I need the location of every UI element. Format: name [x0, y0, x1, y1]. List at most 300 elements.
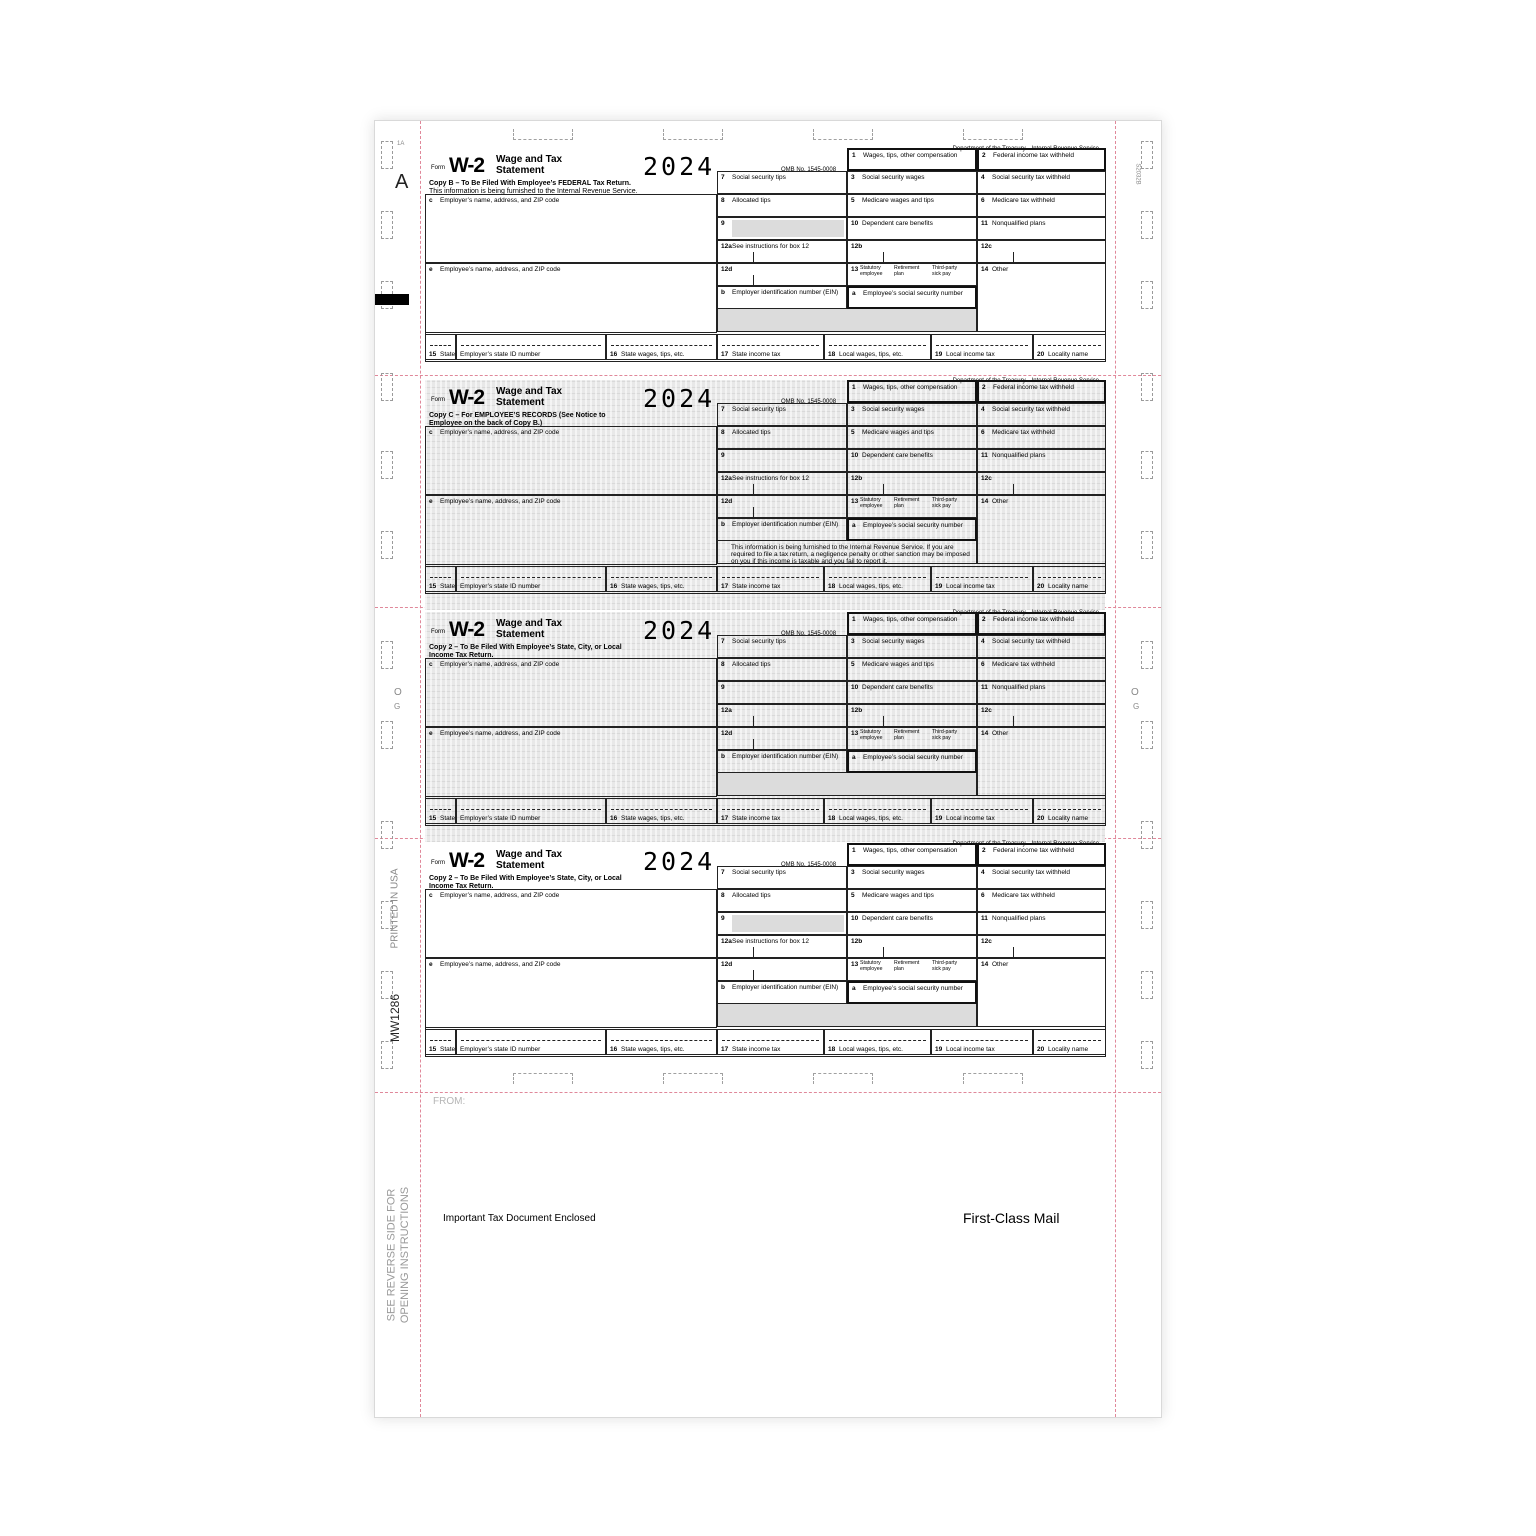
box-14-other-text: Other: [992, 961, 1009, 968]
pin-feed-mark: [1141, 721, 1153, 749]
box-1-wages[interactable]: [847, 148, 977, 171]
box-4-ss-tax-number: 4: [981, 174, 985, 181]
state-local-number: 16: [610, 1046, 618, 1053]
state-local-label: [610, 583, 685, 591]
from-label: FROM:: [433, 1096, 466, 1107]
box-12d-number: 12d: [721, 730, 733, 737]
box-13-retirement[interactable]: Retirement plan: [894, 960, 920, 972]
box-c-employer-text: Employer’s name, address, and ZIP code: [440, 197, 560, 204]
box-16-state-local[interactable]: [606, 566, 717, 592]
separator-dash: [611, 1040, 712, 1041]
box-20-state-local[interactable]: [1033, 1029, 1106, 1055]
box-20-state-local[interactable]: [1033, 798, 1106, 824]
box-11-nonqualified-number: 11: [981, 452, 988, 459]
box-4-ss-tax[interactable]: [977, 171, 1106, 194]
state-local-number: 20: [1037, 583, 1045, 590]
box-13-statutory[interactable]: Statutory employee: [860, 729, 883, 741]
box-a-ssn-text: Employee’s social security number: [863, 754, 963, 761]
box-18-state-local[interactable]: [824, 1029, 931, 1055]
separator-dash: [611, 809, 712, 810]
box-2-federal-tax[interactable]: [977, 843, 1106, 866]
pin-feed-mark: [1141, 641, 1153, 669]
box-b-ein-text: Employer identification number (EIN): [732, 289, 839, 296]
state-local-label: [460, 351, 540, 359]
letter-a: A: [395, 171, 409, 193]
state-local-label: [828, 351, 903, 359]
box-7-ss-tips-label: [721, 406, 786, 414]
box-4-ss-tax-text: Social security tax withheld: [992, 638, 1071, 645]
box-a-ssn-number: a: [852, 290, 856, 297]
box-12b-number: 12b: [851, 243, 863, 250]
box-2-federal-tax-label: [982, 152, 1074, 160]
state-local-text: State income tax: [732, 583, 781, 590]
pin-feed-mark: [1141, 211, 1153, 239]
state-local-text: State: [440, 1046, 456, 1053]
state-local-number: 15: [429, 583, 437, 590]
box-a-ssn-text: Employee’s social security number: [863, 522, 963, 529]
box-13-statutory[interactable]: Statutory employee: [860, 497, 883, 509]
box-15-state-local[interactable]: [425, 566, 456, 592]
box-a-ssn-text: Employee’s social security number: [863, 290, 963, 297]
box-7-ss-tips-text: Social security tips: [732, 406, 786, 413]
box-9-number: 9: [721, 220, 725, 227]
box-15-state-local[interactable]: [425, 334, 456, 360]
separator-dash: [461, 345, 601, 346]
box-1-wages[interactable]: [847, 843, 977, 866]
box-6-medicare-tax-text: Medicare tax withheld: [992, 892, 1055, 899]
box-7-ss-tips[interactable]: [717, 171, 847, 194]
box-20-state-local[interactable]: [1033, 566, 1106, 592]
form-title: Wage and Tax Statement: [496, 154, 563, 176]
pin-feed-mark: [1141, 141, 1153, 169]
box-3-ss-wages[interactable]: [847, 403, 977, 426]
copy-line1: Copy C – For EMPLOYEE’S RECORDS (See Notice to: [429, 412, 606, 419]
box-4-ss-tax-label: [981, 174, 1070, 182]
state-local-text: Local income tax: [946, 583, 995, 590]
box-4-ss-tax-label: [981, 869, 1070, 877]
pin-feed-mark: [381, 373, 393, 401]
box-7-ss-tips[interactable]: [717, 866, 847, 889]
box-15-state-id[interactable]: [456, 798, 606, 824]
pin-feed-mark: [381, 721, 393, 749]
box-13-thirdparty[interactable]: Third-party sick pay: [932, 960, 958, 972]
state-local-text: State wages, tips, etc.: [621, 583, 685, 590]
separator-dash: [829, 1040, 926, 1041]
box-17-state-local[interactable]: [717, 334, 824, 360]
state-local-label: [828, 1046, 903, 1054]
state-local-text: State: [440, 583, 456, 590]
reverse-side-line1: SEE REVERSE SIDE FOR: [385, 1188, 398, 1322]
box-14-other-number: 14: [981, 498, 989, 505]
box-10-dependent-care-text: Dependent care benefits: [862, 915, 933, 922]
box-7-ss-tips[interactable]: [717, 403, 847, 426]
right-code: S2032B: [1134, 163, 1141, 185]
box-14-other-number: 14: [981, 961, 989, 968]
box-3-ss-wages[interactable]: [847, 866, 977, 889]
box-1-wages-number: 1: [852, 384, 856, 391]
box-15-state-id[interactable]: [456, 334, 606, 360]
copy-line2: Income Tax Return.: [429, 883, 494, 890]
slot: [813, 129, 873, 140]
o-mark-right: O: [1131, 687, 1139, 698]
box-13-statutory[interactable]: Statutory employee: [860, 265, 883, 277]
box-13-retirement[interactable]: Retirement plan: [894, 265, 920, 277]
box-2-federal-tax-number: 2: [982, 847, 986, 854]
box-4-ss-tax[interactable]: [977, 866, 1106, 889]
box-14-other-text: Other: [992, 266, 1009, 273]
form-word: Form: [431, 860, 445, 866]
box-2-federal-tax-number: 2: [982, 384, 986, 391]
box-17-state-local[interactable]: [717, 566, 824, 592]
box-9-number: 9: [721, 915, 725, 922]
box-18-state-local[interactable]: [824, 334, 931, 360]
separator-dash: [461, 809, 601, 810]
box-18-state-local[interactable]: [824, 566, 931, 592]
box-19-state-local[interactable]: [931, 798, 1033, 824]
state-local-label: [1037, 351, 1088, 359]
box-e-employee-number: e: [429, 730, 433, 737]
pin-feed-mark: [381, 141, 393, 169]
form-id: W-2: [449, 154, 485, 177]
state-local-number: 18: [828, 1046, 836, 1053]
state-local-label: [721, 351, 780, 359]
state-local-label: [1037, 1046, 1088, 1054]
box-4-ss-tax-number: 4: [981, 638, 985, 645]
box-13-number: 13: [851, 266, 859, 273]
state-local-label: [828, 815, 903, 823]
state-local-text: State wages, tips, etc.: [621, 1046, 685, 1053]
box-4-ss-tax-text: Social security tax withheld: [992, 406, 1071, 413]
box-20-state-local[interactable]: [1033, 334, 1106, 360]
state-id-text: Employer’s state ID number: [460, 815, 541, 822]
box-8-allocated-tips-text: Allocated tips: [732, 661, 771, 668]
state-local-number: 16: [610, 583, 618, 590]
box-5-medicare-wages-text: Medicare wages and tips: [862, 892, 934, 899]
separator-dash: [829, 345, 926, 346]
state-local-number: 17: [721, 1046, 729, 1053]
box-10-dependent-care-number: 10: [851, 684, 859, 691]
box-2-federal-tax-number: 2: [982, 152, 986, 159]
state-local-number: 15: [429, 1046, 437, 1053]
box-13-statutory[interactable]: Statutory employee: [860, 960, 883, 972]
state-local-label: [610, 1046, 685, 1054]
state-local-label: [460, 815, 540, 823]
box-c-employer-text: Employer’s name, address, and ZIP code: [440, 429, 560, 436]
pin-feed-mark: [381, 1041, 393, 1069]
state-local-text: Locality name: [1048, 815, 1089, 822]
box-6-medicare-tax-text: Medicare tax withheld: [992, 197, 1055, 204]
box-c-employer-number: c: [429, 661, 433, 668]
box-3-ss-wages-text: Social security wages: [862, 869, 925, 876]
w2-copy-4: [425, 843, 1105, 1073]
box-2-federal-tax[interactable]: [977, 380, 1106, 403]
box-13-thirdparty[interactable]: Third-party sick pay: [932, 497, 958, 509]
box-1-wages[interactable]: [847, 612, 977, 635]
box-c-employer-number: c: [429, 429, 433, 436]
first-class-mail: First-Class Mail: [963, 1210, 1060, 1226]
tax-year: 2024: [643, 616, 716, 645]
product-code: MW1286: [388, 993, 403, 1043]
pin-feed-mark: [1141, 1041, 1153, 1069]
separator-dash: [611, 345, 712, 346]
separator-dash: [1038, 345, 1101, 346]
slot: [663, 129, 723, 140]
form-id: W-2: [449, 618, 485, 641]
timing-mark: [375, 294, 409, 305]
box-1-wages-number: 1: [852, 616, 856, 623]
box-12a-text: See instructions for box 12: [732, 243, 809, 250]
separator-dash: [936, 809, 1028, 810]
box-8-allocated-tips-number: 8: [721, 429, 725, 436]
separator-dash: [430, 345, 451, 346]
pin-feed-mark: [381, 821, 393, 849]
pin-feed-mark: [1141, 373, 1153, 401]
copy-line2: This information is being furnished to the Internal Revenue Service.: [429, 188, 638, 195]
box-5-medicare-wages-text: Medicare wages and tips: [862, 661, 934, 668]
box-5-medicare-wages-text: Medicare wages and tips: [862, 429, 934, 436]
copy-line1: Copy 2 – To Be Filed With Employee’s State, City, or Local: [429, 875, 622, 882]
w2-copy-3: [425, 612, 1105, 842]
state-id-text: Employer’s state ID number: [460, 1046, 541, 1053]
copy-line2: Income Tax Return.: [429, 652, 494, 659]
box-7-ss-tips[interactable]: [717, 635, 847, 658]
dept-label: Department of the Treasury—Internal Revenue Service: [952, 146, 1099, 152]
state-local-label: [460, 1046, 540, 1054]
state-local-text: State income tax: [732, 1046, 781, 1053]
state-id-text: Employer’s state ID number: [460, 583, 541, 590]
box-19-state-local[interactable]: [931, 1029, 1033, 1055]
box-8-allocated-tips-number: 8: [721, 661, 725, 668]
box-4-ss-tax[interactable]: [977, 403, 1106, 426]
box-2-federal-tax-text: Federal income tax withheld: [993, 847, 1074, 854]
state-local-text: State: [440, 815, 456, 822]
state-local-number: 15: [429, 815, 437, 822]
state-local-label: [935, 1046, 995, 1054]
box-12c-number: 12c: [981, 938, 992, 945]
box-c-employer-number: c: [429, 892, 433, 899]
box-8-allocated-tips-text: Allocated tips: [732, 197, 771, 204]
box-12d-number: 12d: [721, 498, 733, 505]
box-17-state-local[interactable]: [717, 798, 824, 824]
box-1-wages-number: 1: [852, 152, 856, 159]
box-15-state-id[interactable]: [456, 566, 606, 592]
box-2-federal-tax-label: [982, 847, 1074, 855]
box-b-ein-number: b: [721, 984, 725, 991]
box-6-medicare-tax-text: Medicare tax withheld: [992, 661, 1055, 668]
state-local-number: 18: [828, 815, 836, 822]
box-18-state-local[interactable]: [824, 798, 931, 824]
box-4-ss-tax-text: Social security tax withheld: [992, 869, 1071, 876]
box-8-allocated-tips-number: 8: [721, 892, 725, 899]
state-local-number: 19: [935, 815, 943, 822]
box-3-ss-wages-number: 3: [851, 869, 855, 876]
box-3-ss-wages-number: 3: [851, 638, 855, 645]
box-11-nonqualified-text: Nonqualified plans: [992, 452, 1046, 459]
box-1-wages-text: Wages, tips, other compensation: [863, 384, 958, 391]
box-19-state-local[interactable]: [931, 566, 1033, 592]
copy-line2: Employee on the back of Copy B.): [429, 420, 543, 427]
box-a-ssn-number: a: [852, 754, 856, 761]
w2-copy-1: [425, 148, 1105, 378]
box-12b-number: 12b: [851, 475, 863, 482]
g-mark-right: G: [1133, 702, 1140, 711]
box-2-federal-tax[interactable]: [977, 148, 1106, 171]
state-local-number: 16: [610, 815, 618, 822]
pin-feed-mark: [381, 451, 393, 479]
box-12c-number: 12c: [981, 707, 992, 714]
pin-feed-mark: [1141, 971, 1153, 999]
box-10-dependent-care-text: Dependent care benefits: [862, 452, 933, 459]
state-local-label: [429, 815, 455, 823]
box-12a-text: See instructions for box 12: [732, 475, 809, 482]
box-10-dependent-care-text: Dependent care benefits: [862, 684, 933, 691]
state-local-text: Local wages, tips, etc.: [839, 351, 903, 358]
box-3-ss-wages-text: Social security wages: [862, 406, 925, 413]
box-12b-number: 12b: [851, 707, 863, 714]
box-16-state-local[interactable]: [606, 1029, 717, 1055]
state-local-label: [429, 351, 455, 359]
box-9-number: 9: [721, 452, 725, 459]
box-12a-number: 12a: [721, 938, 732, 945]
state-local-number: 15: [429, 351, 437, 358]
box-2-federal-tax-text: Federal income tax withheld: [993, 152, 1074, 159]
slot: [663, 1073, 723, 1084]
box-16-state-local[interactable]: [606, 334, 717, 360]
pin-feed-mark: [1141, 531, 1153, 559]
state-local-label: [429, 1046, 455, 1054]
box-15-state-local[interactable]: [425, 798, 456, 824]
box-3-ss-wages-number: 3: [851, 406, 855, 413]
box-2-federal-tax[interactable]: [977, 612, 1106, 635]
box-e-employee-text: Employee’s name, address, and ZIP code: [440, 266, 561, 273]
pin-feed-mark: [1141, 281, 1153, 309]
box-10-dependent-care-number: 10: [851, 452, 859, 459]
box-13-thirdparty[interactable]: Third-party sick pay: [932, 729, 958, 741]
box-19-state-local[interactable]: [931, 334, 1033, 360]
box-2-federal-tax-text: Federal income tax withheld: [993, 616, 1074, 623]
reverse-side-line2: OPENING INSTRUCTIONS: [399, 1186, 412, 1324]
box-13-thirdparty[interactable]: Third-party sick pay: [932, 265, 958, 277]
box-8-allocated-tips-text: Allocated tips: [732, 429, 771, 436]
o-mark-left: O: [394, 687, 402, 698]
printed-in-usa: PRINTED IN USA: [389, 868, 401, 949]
box-9-number: 9: [721, 684, 725, 691]
box-3-ss-wages[interactable]: [847, 635, 977, 658]
box-13-retirement[interactable]: Retirement plan: [894, 497, 920, 509]
box-1-wages[interactable]: [847, 380, 977, 403]
separator-dash: [611, 577, 712, 578]
box-16-state-local[interactable]: [606, 798, 717, 824]
box-17-state-local[interactable]: [717, 1029, 824, 1055]
state-local-text: Locality name: [1048, 351, 1089, 358]
separator-dash: [829, 809, 926, 810]
box-6-medicare-tax-number: 6: [981, 661, 985, 668]
state-local-label: [935, 583, 995, 591]
state-local-number: 18: [828, 583, 836, 590]
state-local-text: Locality name: [1048, 583, 1089, 590]
box-13-retirement[interactable]: Retirement plan: [894, 729, 920, 741]
box-8-allocated-tips-text: Allocated tips: [732, 892, 771, 899]
state-local-label: [610, 351, 685, 359]
slot: [513, 1073, 573, 1084]
box-a-ssn-text: Employee’s social security number: [863, 985, 963, 992]
box-c-employer-text: Employer’s name, address, and ZIP code: [440, 892, 560, 899]
state-local-label: [721, 1046, 780, 1054]
box-6-medicare-tax-number: 6: [981, 892, 985, 899]
separator-dash: [722, 577, 819, 578]
form-id: W-2: [449, 849, 485, 872]
state-local-label: [460, 583, 540, 591]
state-local-label: [935, 351, 995, 359]
tax-year: 2024: [643, 847, 716, 876]
state-local-label: [935, 815, 995, 823]
omb-number: OMB No. 1545-0008: [781, 167, 837, 173]
state-local-number: 19: [935, 1046, 943, 1053]
dept-label: Department of the Treasury—Internal Revenue Service: [952, 610, 1099, 616]
state-local-label: [1037, 583, 1088, 591]
slot: [813, 1073, 873, 1084]
state-id-text: Employer’s state ID number: [460, 351, 541, 358]
copy-line1: Copy B – To Be Filed With Employee’s FEDERAL Tax Return.: [429, 180, 631, 187]
box-14-other-number: 14: [981, 266, 989, 273]
box-7-ss-tips-number: 7: [721, 406, 725, 413]
form-word: Form: [431, 165, 445, 171]
box-3-ss-wages-label: [851, 638, 925, 646]
slot: [963, 1073, 1023, 1084]
state-local-number: 19: [935, 351, 943, 358]
box-7-ss-tips-text: Social security tips: [732, 869, 786, 876]
box-15-state-local[interactable]: [425, 1029, 456, 1055]
box-13-number: 13: [851, 730, 859, 737]
box-3-ss-wages[interactable]: [847, 171, 977, 194]
pin-feed-mark: [1141, 901, 1153, 929]
separator-dash: [430, 809, 451, 810]
box-7-ss-tips-number: 7: [721, 869, 725, 876]
separator-dash: [936, 345, 1028, 346]
box-2-federal-tax-label: [982, 616, 1074, 624]
box-15-state-id[interactable]: [456, 1029, 606, 1055]
important-notice: Important Tax Document Enclosed: [443, 1213, 596, 1224]
slot: [963, 129, 1023, 140]
perforation-4: [375, 1092, 1161, 1093]
state-local-number: 20: [1037, 1046, 1045, 1053]
box-5-medicare-wages-number: 5: [851, 661, 855, 668]
state-local-text: Local wages, tips, etc.: [839, 815, 903, 822]
box-4-ss-tax[interactable]: [977, 635, 1106, 658]
box-13-number: 13: [851, 961, 859, 968]
box-14-other-number: 14: [981, 730, 989, 737]
state-local-text: State: [440, 351, 456, 358]
state-local-label: [429, 583, 455, 591]
separator-dash: [461, 1040, 601, 1041]
box-5-medicare-wages-number: 5: [851, 892, 855, 899]
box-11-nonqualified-text: Nonqualified plans: [992, 684, 1046, 691]
box-e-employee-text: Employee’s name, address, and ZIP code: [440, 730, 561, 737]
box-12d-number: 12d: [721, 961, 733, 968]
box-a-ssn-number: a: [852, 985, 856, 992]
box-12a-number: 12a: [721, 475, 732, 482]
box-b-ein-number: b: [721, 521, 725, 528]
box-1-wages-label: [852, 384, 957, 392]
tax-year: 2024: [643, 384, 716, 413]
state-local-text: Local wages, tips, etc.: [839, 583, 903, 590]
right-perforation: [1115, 121, 1116, 1417]
box-4-ss-tax-text: Social security tax withheld: [992, 174, 1071, 181]
dept-label: Department of the Treasury—Internal Revenue Service: [952, 378, 1099, 384]
slot: [513, 129, 573, 140]
box-3-ss-wages-label: [851, 869, 925, 877]
separator-dash: [1038, 809, 1101, 810]
